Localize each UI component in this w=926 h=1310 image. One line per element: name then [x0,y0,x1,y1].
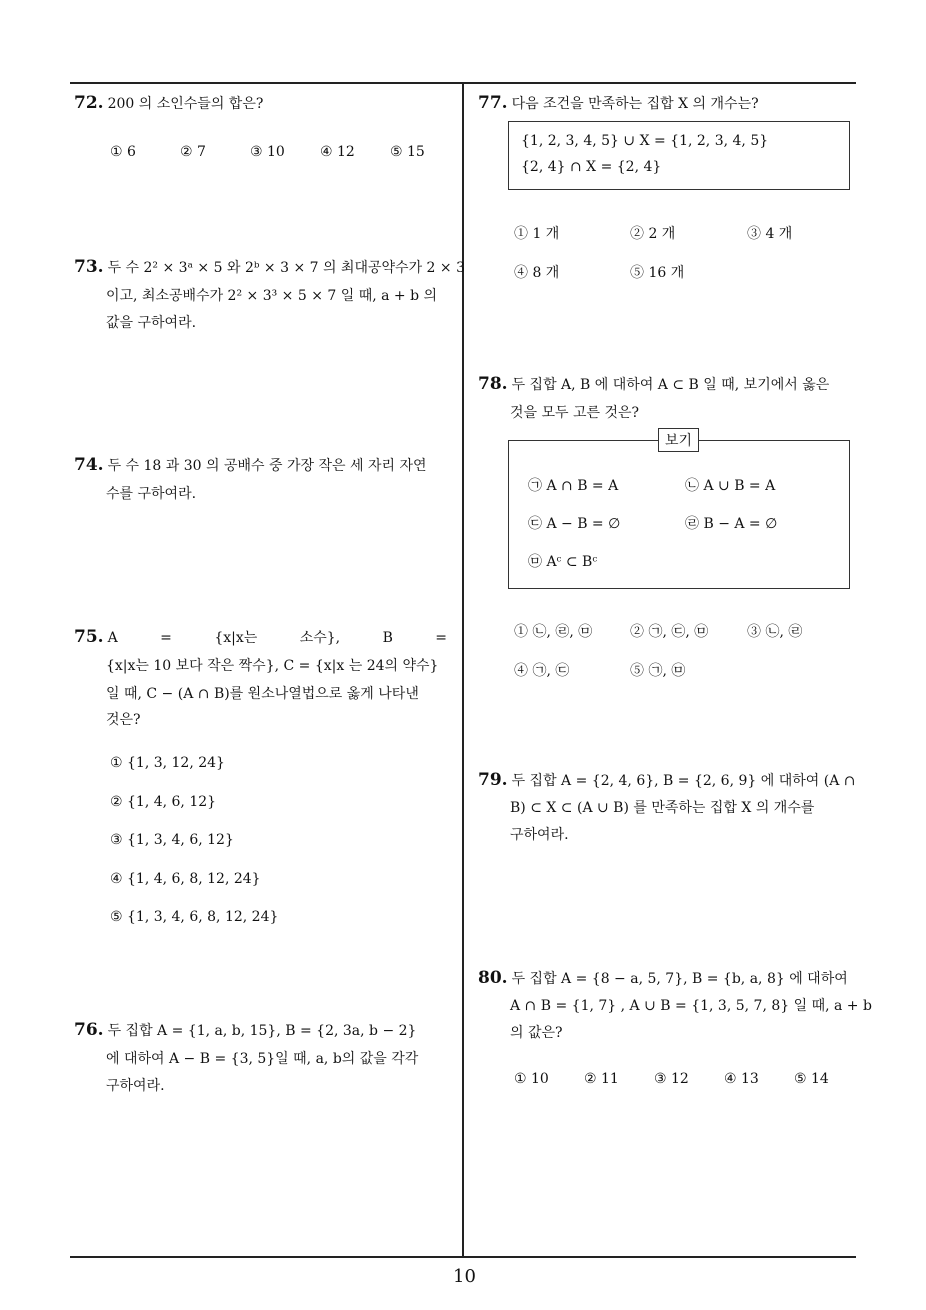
question-text-line-3: 값을 구하여라. [106,315,197,331]
question-78 [478,374,829,394]
q75-choice-4[interactable]: ④ {1, 4, 6, 8, 12, 24} [110,871,261,887]
question-text-line-4: 것은? [106,712,141,728]
question-number: 75. [74,627,104,647]
question-74 [74,455,427,475]
q77-choice-2[interactable]: ② 2 개 [630,226,676,242]
question-text-line-3: 의 값은? [510,1025,563,1041]
q80-choice-1[interactable]: ① 10 [514,1071,549,1087]
question-text-line-1: 두 집합 A = {2, 4, 6}, B = {2, 6, 9} 에 대하여 (A ∩ [511,773,856,789]
q78-choice-1[interactable]: ① ㉡, ㉣, ㉤ [514,624,593,640]
question-73 [74,257,465,277]
q80-choice-3[interactable]: ③ 12 [654,1071,689,1087]
example-item-3: ㉢ A − B = ∅ [528,516,621,532]
q78-choice-5[interactable]: ⑤ ㉠, ㉤ [630,663,686,679]
condition-line-1: {1, 2, 3, 4, 5} ∪ X = {1, 2, 3, 4, 5} [521,133,769,149]
question-text-line-3: 일 때, C − (A ∩ B)를 원소나열법으로 옳게 나타낸 [106,686,419,702]
question-text: 다음 조건을 만족하는 집합 X 의 개수는? [511,96,759,112]
question-number: 79. [478,770,508,790]
question-text-line-2: A ∩ B = {1, 7} , A ∪ B = {1, 3, 5, 7, 8} 일 때, a + b [510,998,872,1014]
q72-choice-3[interactable]: ③ 10 [250,144,285,160]
q72-choice-4[interactable]: ④ 12 [320,144,355,160]
question-number: 73. [74,257,104,277]
q75-choice-3[interactable]: ③ {1, 3, 4, 6, 12} [110,832,234,848]
question-text-line-1: 두 집합 A, B 에 대하여 A ⊂ B 일 때, 보기에서 옳은 [511,377,830,393]
example-box-label: 보기 [658,428,699,452]
example-item-1: ㉠ A ∩ B = A [528,478,619,494]
q77-choice-1[interactable]: ① 1 개 [514,226,560,242]
q75-choice-5[interactable]: ⑤ {1, 3, 4, 6, 8, 12, 24} [110,909,279,925]
question-number: 78. [478,374,508,394]
question-text-line-1: 두 수 2² × 3ᵃ × 5 와 2ᵇ × 3 × 7 의 최대공약수가 2 × 3 [107,260,465,276]
question-text-line-2: B) ⊂ X ⊂ (A ∪ B) 를 만족하는 집합 X 의 개수를 [510,800,815,816]
question-76 [74,1020,416,1040]
q80-choice-5[interactable]: ⑤ 14 [794,1071,829,1087]
question-text-line-3: 구하여라. [106,1078,165,1094]
question-text-line-2: 수를 구하여라. [106,486,197,502]
question-number: 76. [74,1020,104,1040]
q80-choice-4[interactable]: ④ 13 [724,1071,759,1087]
example-item-5: ㉤ Aᶜ ⊂ Bᶜ [528,554,598,570]
question-text-line-3: 구하여라. [510,827,569,843]
question-text-line-1: 두 수 18 과 30 의 공배수 중 가장 작은 세 자리 자연 [107,458,427,474]
question-text-line-1: 두 집합 A = {8 − a, 5, 7}, B = {b, a, 8} 에 대하여 [511,971,848,987]
question-number: 80. [478,968,508,988]
question-72 [74,93,263,113]
q77-choice-5[interactable]: ⑤ 16 개 [630,265,685,281]
question-text-line-2: 에 대하여 A − B = {3, 5}일 때, a, b의 값을 각각 [106,1051,419,1067]
question-text-line-1: A = {x|x는 소수}, B = [107,630,448,646]
question-75 [74,627,447,647]
q78-choice-2[interactable]: ② ㉠, ㉢, ㉤ [630,624,709,640]
question-text: 200 의 소인수들의 합은? [107,96,264,112]
question-79 [478,770,855,790]
question-text-line-2: 이고, 최소공배수가 2² × 3³ × 5 × 7 일 때, a + b 의 [106,288,438,304]
example-item-2: ㉡ A ∪ B = A [685,478,776,494]
q72-choice-2[interactable]: ② 7 [180,144,206,160]
question-number: 74. [74,455,104,475]
q77-choice-3[interactable]: ③ 4 개 [747,226,793,242]
q75-choice-2[interactable]: ② {1, 4, 6, 12} [110,794,217,810]
question-number: 72. [74,93,104,113]
question-text-line-2: 것을 모두 고른 것은? [510,405,640,421]
q72-choice-1[interactable]: ① 6 [110,144,136,160]
page-number: 10 [453,1266,476,1287]
condition-box [508,121,850,190]
q80-choice-2[interactable]: ② 11 [584,1071,619,1087]
q75-choice-1[interactable]: ① {1, 3, 12, 24} [110,755,225,771]
question-number: 77. [478,93,508,113]
bottom-rule [70,1256,856,1258]
question-80 [478,968,848,988]
q72-choice-5[interactable]: ⑤ 15 [390,144,425,160]
q78-choice-4[interactable]: ④ ㉠, ㉢ [514,663,570,679]
question-text-line-1: 두 집합 A = {1, a, b, 15}, B = {2, 3a, b − 2} [107,1023,417,1039]
question-text-line-2: {x|x는 10 보다 작은 짝수}, C = {x|x 는 24의 약수} [106,658,439,674]
q77-choice-4[interactable]: ④ 8 개 [514,265,560,281]
question-77 [478,93,759,113]
condition-line-2: {2, 4} ∩ X = {2, 4} [521,159,662,175]
q78-choice-3[interactable]: ③ ㉡, ㉣ [747,624,803,640]
example-item-4: ㉣ B − A = ∅ [685,516,778,532]
